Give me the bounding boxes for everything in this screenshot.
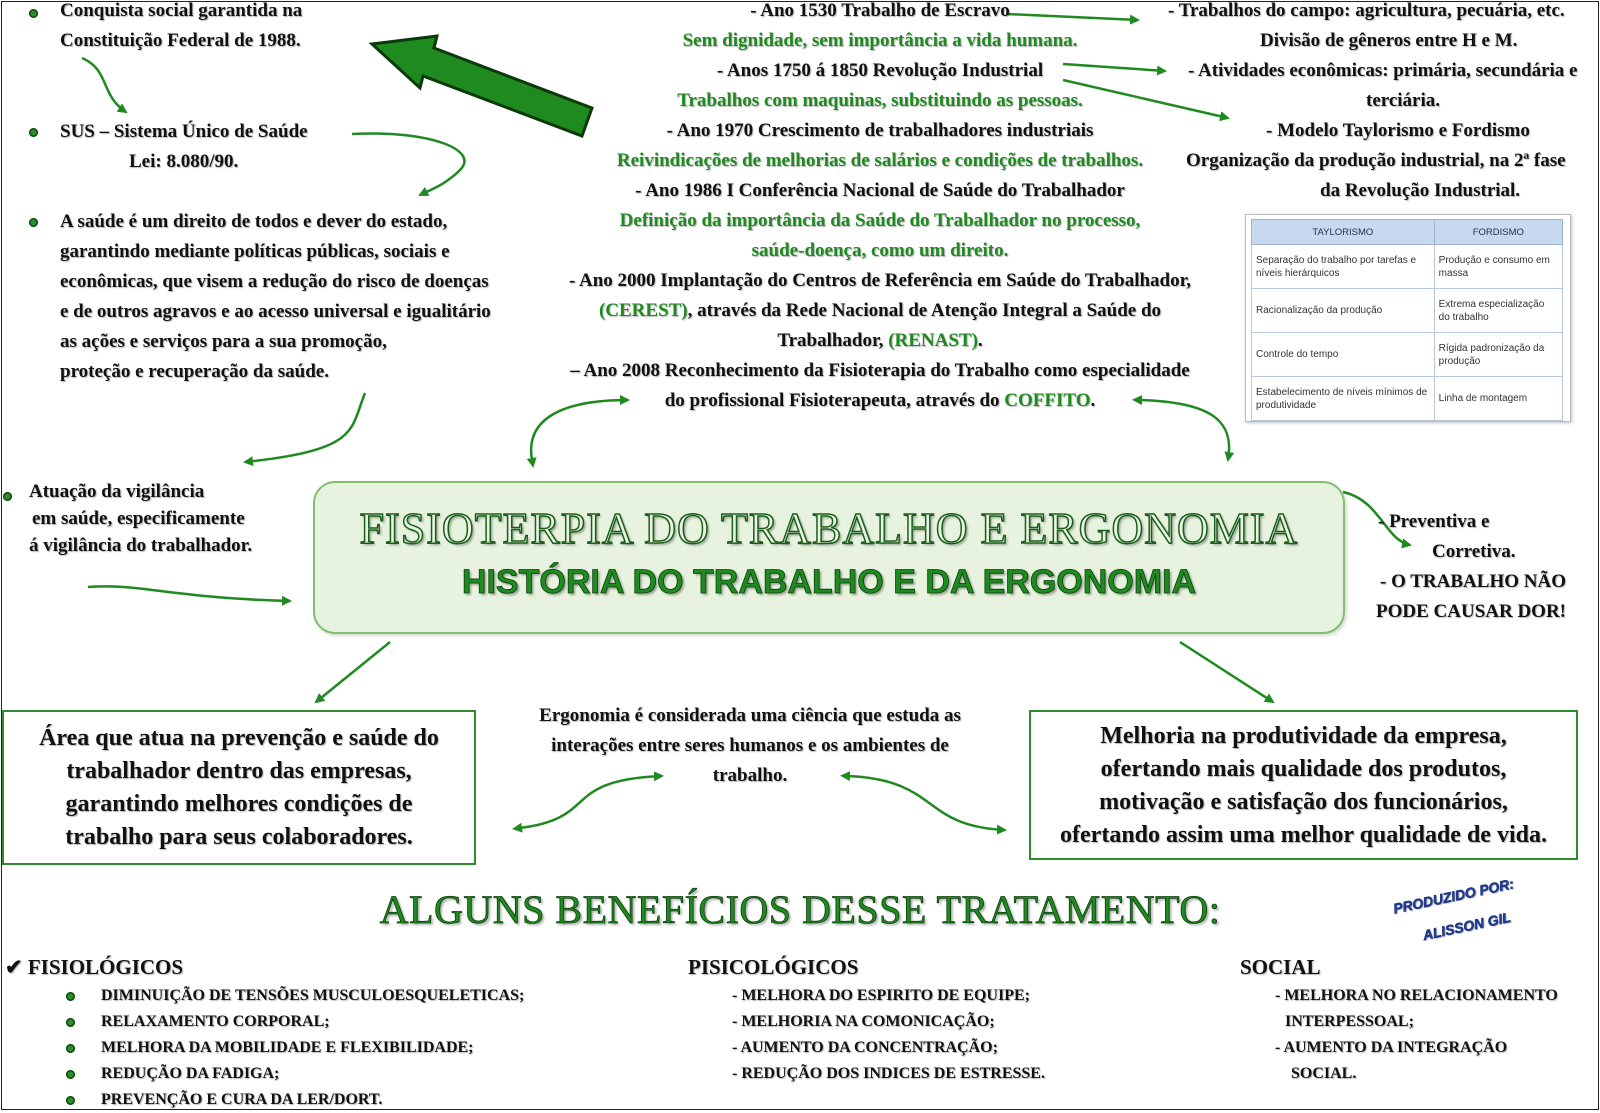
right-atividades: - Atividades econômicas: primária, secundária e [1188,60,1578,81]
timeline-2008-coffito: do profissional Fisioterapeuta, através do COFFITO. [664,390,1096,411]
benefits-title: ALGUNS BENEFÍCIOS DESSE TRATAMENTO: [379,887,1221,932]
list-item: RELAXAMENTO CORPORAL; [101,1013,330,1030]
table-cell: Racionalização da produção [1252,289,1435,333]
timeline-1750-desc: Trabalhos com maquinas, substituindo as pessoas. [677,90,1083,111]
table-cell: Controle do tempo [1252,333,1435,377]
benefits-fisiologicos-head: ✔ FISIOLÓGICOS [5,955,184,979]
timeline [520,0,1240,416]
timeline-1970-desc: Reivindicações de melhorias de salários e condições de trabalhos. [616,150,1144,171]
arrow-center-to-right-box [1180,642,1273,702]
benefits-social-head: SOCIAL [1240,955,1321,979]
list-item: - MELHORA NO RELACIONAMENTO [1275,987,1558,1004]
arrow-center-to-left-box [316,642,390,702]
timeline-2000-renast: Trabalhador, (RENAST). [777,330,983,351]
bullet-icon [29,9,38,18]
list-item: - MELHORA DO ESPIRITO DE EQUIPE; [732,987,1030,1004]
table-cell: Separação do trabalho por tarefas e níveis hierárquicos [1252,245,1435,289]
right-trabalhos-campo: - Trabalhos do campo: agricultura, pecuária, etc. [1168,0,1565,21]
table-cell: Extrema especialização do trabalho [1434,289,1562,333]
table-cell: Rígida padronização da produção [1434,333,1562,377]
timeline-1970: - Ano 1970 Crescimento de trabalhadores industriais [666,120,1094,141]
right-revolucao: da Revolução Industrial. [1320,180,1521,201]
left-bullet-sus: SUS – Sistema Único de Saúde Lei: 8.080/90. [60,121,308,172]
list-item: - MELHORIA NA COMONICAÇÃO; [732,1013,995,1030]
right-taylorismo-fordismo: - Modelo Taylorismo e Fordismo [1266,120,1530,141]
benefits-social-list [1275,983,1558,1087]
box-area-atuacao: Área que atua na prevenção e saúde do trabalhador dentro das empresas, garantindo melhores condições de trabalho para seus colaboradores. [2,710,476,865]
table-row [1252,333,1563,377]
table-header-fordismo: FORDISMO [1434,220,1562,245]
table-row [1252,245,1563,289]
box-melhoria-produtividade: Melhoria na produtividade da empresa, ofertando mais qualidade dos produtos, motivação e satisfação dos funcionários, ofertando assim uma melhor qualidade de vida. [1029,710,1578,860]
timeline-2008: – Ano 2008 Reconhecimento da Fisioterapia do Trabalho como especialidade [570,360,1190,381]
bullet-icon [66,1018,75,1027]
list-item: - REDUÇÃO DOS INDICES DE ESTRESSE. [732,1065,1045,1082]
list-item: - AUMENTO DA CONCENTRAÇÃO; [732,1039,998,1056]
left-bullet-vigilancia: Atuação da vigilância em saúde, especificamente á vigilância do trabalhador. [29,481,253,556]
list-item: SOCIAL. [1291,1065,1357,1082]
central-topic-box [313,481,1345,634]
timeline-1750: - Anos 1750 á 1850 Revolução Industrial [716,60,1044,81]
timeline-1986-desc: Definição da importância da Saúde do Trabalhador no processo, [619,210,1141,231]
table-row [1252,289,1563,333]
left-bullet-direito-saude: A saúde é um direito de todos e dever do estado, garantindo mediante políticas públicas, sociais e econômicas, que visem a redução do risco de doenças e de outros agravos e ao acesso universal e igualitário as ações e serviços para a sua promoção, proteção e recuperação da saúde. [60,211,491,382]
right-divisao-generos: Divisão de gêneros entre H e M. [1260,30,1518,51]
benefits-psicologicos-list [732,983,1045,1087]
bullet-icon [3,492,12,501]
timeline-1530: - Ano 1530 Trabalho de Escravo [750,0,1010,21]
ergonomia-definition: Ergonomia é considerada uma ciência que estuda as interações entre seres humanos e os ambientes de trabalho. [539,705,961,786]
bullet-icon [29,218,38,227]
benefits-psicologicos-head: PISICOLÓGICOS [688,955,859,979]
arrow-b4-to-center [88,586,290,601]
table-cell: Produção e consumo em massa [1434,245,1562,289]
right-column [1168,0,1588,206]
table-cell: Estabelecimento de níveis mínimos de produtividade [1252,377,1435,421]
credit-produzido: PRODUZIDO POR: [1391,875,1516,917]
main-title: FISIOTERPIA DO TRABALHO E ERGONOMIA [359,504,1299,553]
timeline-2000: - Ano 2000 Implantação do Centros de Referência em Saúde do Trabalhador, [568,270,1192,291]
list-item: DIMINUIÇÃO DE TENSÕES MUSCULOESQUELETICAS; [101,987,525,1004]
table-header-taylorismo: TAYLORISMO [1252,220,1435,245]
list-item: INTERPESSOAL; [1285,1013,1414,1030]
main-subtitle: HISTÓRIA DO TRABALHO E DA ERGONOMIA [461,563,1197,601]
timeline-1530-desc: Sem dignidade, sem importância a vida humana. [682,30,1078,51]
checkmark-icon: ✔ [5,955,23,979]
timeline-1986-desc-2: saúde-doença, como um direito. [751,240,1009,261]
arrow-b3-to-b4 [245,393,365,462]
credit-author: ALISSON GIL [1421,908,1513,944]
list-item: - AUMENTO DA INTEGRAÇÃO [1275,1039,1508,1056]
timeline-1986: - Ano 1986 I Conferência Nacional de Saúde do Trabalhador [635,180,1125,201]
arrow-b1-to-b2 [82,58,126,112]
benefits-fisiologicos-list [101,983,524,1113]
comparison-table [1251,219,1563,421]
timeline-2000-cerest: (CEREST), através da Rede Nacional de Atenção Integral a Saúde do [598,300,1162,321]
bullet-icon [66,1044,75,1053]
list-item: REDUÇÃO DA FADIGA; [101,1065,280,1082]
table-row [1252,377,1563,421]
bullet-icon [66,1070,75,1079]
list-item: MELHORA DA MOBILIDADE E FLEXIBILIDADE; [101,1039,474,1056]
right-terciaria: terciária. [1366,90,1441,111]
arrow-b2-to-b3 [352,133,464,195]
right-organizacao: Organização da produção industrial, na 2ª fase [1186,150,1566,171]
bullet-icon [66,1096,75,1105]
right-side-note: - Preventiva e Corretiva. - O TRABALHO NÃO PODE CAUSAR DOR! [1376,511,1566,622]
left-bullet-constituicao: Conquista social garantida na Constituição Federal de 1988. [60,0,303,51]
table-cell: Linha de montagem [1434,377,1562,421]
bullet-icon [66,992,75,1001]
bullet-icon [29,128,38,137]
list-item: PREVENÇÃO E CURA DA LER/DORT. [101,1091,383,1108]
